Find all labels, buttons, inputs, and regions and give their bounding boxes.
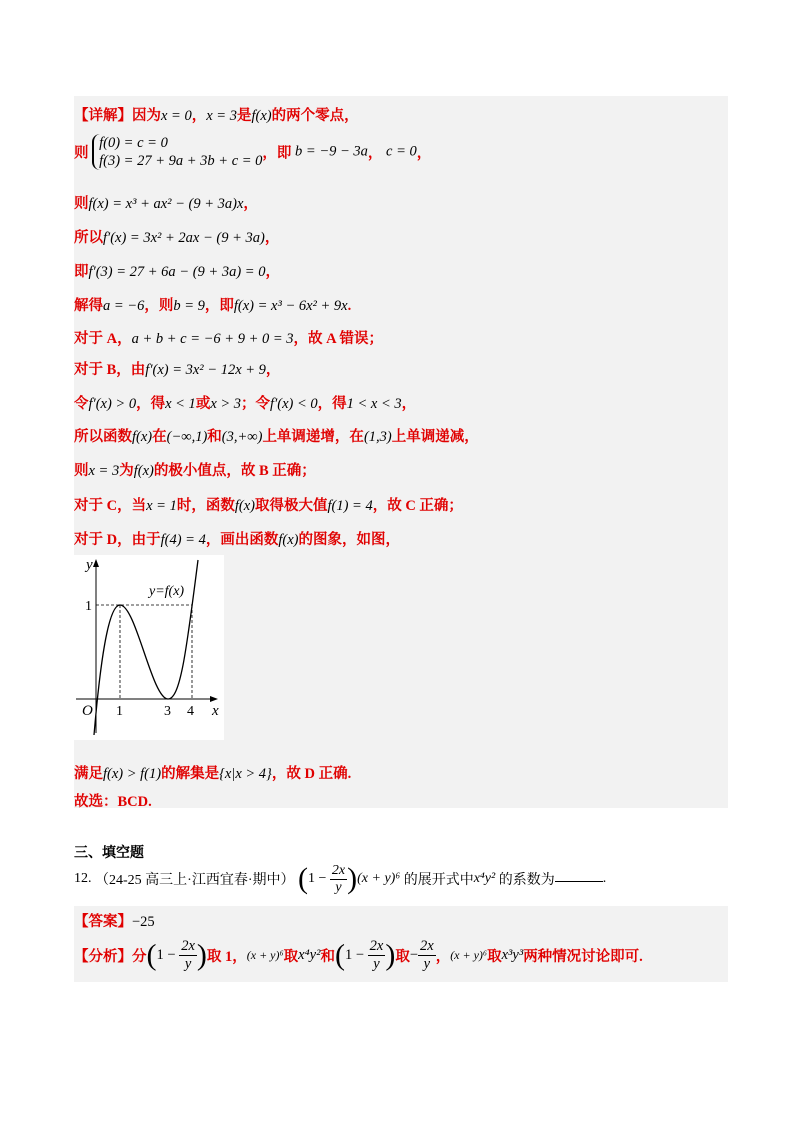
tick-x4-label: 4 <box>187 704 194 719</box>
solution-line-5: 即f′(3) = 27 + 6a − (9 + 3a) = 0， <box>74 264 280 280</box>
solution-line-15: 故选：BCD. <box>74 794 152 810</box>
section-title: 三、填空题 <box>74 844 144 860</box>
function-graph <box>74 555 224 740</box>
analysis-fraction-1: $\frac{2x}{y}$ <box>181 938 195 972</box>
solution-line-2: 则 f(0) = c = 0 f(3) = 27 + 9a + 3b + c = 0 ，即 b = −9 − 3a， c = 0， <box>74 135 432 169</box>
left-paren: ( <box>298 862 308 895</box>
solution-line-1: 【详解】因为x = 0，x = 3是f(x)的两个零点， <box>74 108 359 124</box>
answer-blank <box>555 881 603 882</box>
solution-line-9: 令f′(x) > 0，得x < 1或x > 3；令f′(x) < 0，得1 < x < 3， <box>74 396 417 412</box>
solution-line-14: 满足f(x) > f(1)的解集是{x|x > 4}，故 D 正确. <box>74 766 352 782</box>
tick-y1-label: 1 <box>85 599 92 614</box>
solution-line-4: 所以f′(x) = 3x² + 2ax − (9 + 3a)， <box>74 230 280 246</box>
solution-line-12: 对于 C，当x = 1时，函数f(x)取得极大值f(1) = 4，故 C 正确； <box>74 498 463 514</box>
solution-line-3: 则f(x) = x³ + ax² − (9 + 3a)x， <box>74 196 258 212</box>
solution-line-13: 对于 D，由于f(4) = 4，画出函数f(x)的图象，如图， <box>74 532 400 548</box>
analysis-fraction-3: $\frac{2x}{y}$ <box>420 938 434 972</box>
tick-x1-label: 1 <box>116 704 123 719</box>
analysis-fraction-2: $\frac{2x}{y}$ <box>369 938 384 972</box>
y-axis-label: y <box>86 557 93 573</box>
solution-line-11: 则x = 3为f(x)的极小值点，故 B 正确； <box>74 463 316 479</box>
x-axis-label: x <box>212 703 219 719</box>
answer-line: 【答案】−25 <box>74 914 155 930</box>
solution-line-7: 对于 A，a + b + c = −6 + 9 + 0 = 3，故 A 错误； <box>74 331 383 347</box>
tick-x3-label: 3 <box>164 704 171 719</box>
solution-line-6: 解得a = −6，则b = 9，即f(x) = x³ − 6x² + 9x. <box>74 298 352 314</box>
fraction-2x-over-y: $\frac{2x}{y}$ <box>331 862 346 895</box>
solution-line-10: 所以函数f(x)在(−∞,1)和(3,+∞)上单调递增，在(1,3)上单调递减， <box>74 429 479 445</box>
analysis-line: 【分析】分(1 − $\frac{2x}{y}$ )取 1，(x + y)⁶取x⁴y²和(1 − $\frac{2x}{y}$ )取− $\frac{2x}{y}$ ，(x + y)⁶取x³y³两种情况讨论即可. <box>74 938 643 972</box>
equation-system: f(0) = c = 0 f(3) = 27 + 9a + 3b + c = 0 <box>92 134 262 170</box>
solution-line-8: 对于 B，由f′(x) = 3x² − 12x + 9， <box>74 362 281 378</box>
question-12: 12. （24-25 高三上·江西宜春·期中） (1 − $\frac{2x}{y}$ )(x + y)⁶ 的展开式中x⁴y² 的系数为 . <box>74 862 607 895</box>
right-paren: ) <box>347 862 358 895</box>
origin-label: O <box>82 703 93 719</box>
function-label: y=f(x) <box>149 584 185 599</box>
